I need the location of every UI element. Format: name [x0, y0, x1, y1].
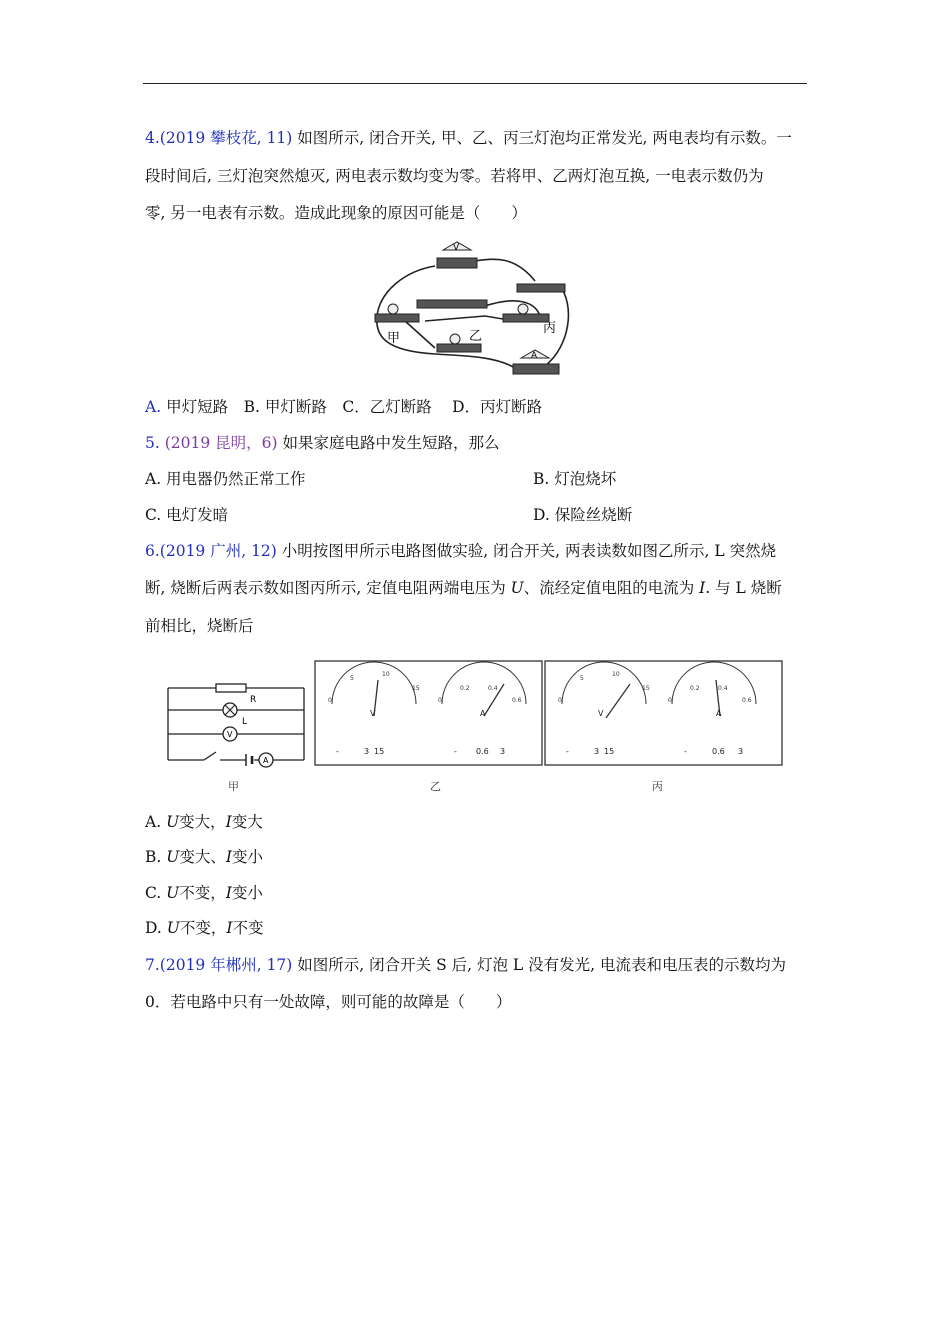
q4-line-2: 段时间后, 三灯泡突然熄灭, 两电表示数均变为零。若将甲、乙两灯泡互换, 一电表示数仍为 — [145, 167, 764, 185]
yi-amp-term-neg: - — [454, 747, 457, 756]
yi-volt-tick-15: 15 — [412, 685, 420, 692]
yi-voltmeter-label: V — [370, 709, 376, 718]
q6-source: (2019 广州, 12) — [159, 542, 277, 560]
q6-var-u: U — [510, 579, 524, 597]
q4-circuit-figure — [365, 236, 585, 384]
q6-meters-after — [544, 660, 784, 766]
bing-amp-term-3: 3 — [738, 747, 744, 756]
q6-option-d-text-2: 不变 — [232, 919, 264, 937]
yi-volt-term-3: 3 — [364, 747, 370, 756]
bing-volt-tick-15: 15 — [642, 685, 650, 692]
q6-option-a — [145, 812, 263, 832]
bing-voltmeter-label: V — [598, 709, 604, 718]
q5-option-b: B. 灯泡烧坏 — [533, 470, 617, 488]
bing-amp-tick-02: 0.2 — [690, 685, 700, 692]
q4-options — [145, 397, 542, 417]
q6-option-a-letter: A. — [145, 813, 167, 831]
q6-option-c-letter: C. — [145, 884, 167, 902]
bing-ammeter-label: A — [716, 709, 722, 718]
bing-amp-tick-04: 0.4 — [718, 685, 728, 692]
bing-volt-term-neg: - — [566, 747, 569, 756]
q6-text-2c: . 与 L 烧断 — [705, 579, 782, 597]
q6-option-c-text-2: 变小 — [231, 884, 263, 902]
yi-amp-term-06: 0.6 — [476, 747, 489, 756]
yi-amp-term-3: 3 — [500, 747, 506, 756]
q6-option-b-u: U — [166, 848, 180, 866]
yi-ammeter-label: A — [480, 709, 486, 718]
q4-voltmeter-label: V — [453, 243, 460, 253]
q5-option-c: C. 电灯发暗 — [145, 506, 229, 524]
bing-amp-term-06: 0.6 — [712, 747, 725, 756]
q5-stem: 如果家庭电路中发生短路，那么 — [282, 434, 500, 452]
q4-option-d: D．丙灯断路 — [452, 398, 543, 416]
q4-option-b: B. 甲灯断路 — [243, 398, 327, 416]
q6-option-b — [145, 847, 263, 867]
q6-text-2a: 断, 烧断后两表示数如图丙所示, 定值电阻两端电压为 — [145, 579, 511, 597]
q6-option-d-i: I — [226, 919, 233, 937]
q6-caption-yi: 乙 — [430, 780, 441, 793]
q4-ammeter-label: A — [531, 351, 538, 361]
q4-lamp-yi-label: 乙 — [469, 329, 483, 344]
bing-volt-term-3: 3 — [594, 747, 600, 756]
q5-option-d: D. 保险丝烧断 — [533, 506, 633, 524]
bing-volt-tick-10: 10 — [612, 671, 620, 678]
q4-option-c: C．乙灯断路 — [342, 398, 432, 416]
q4-lamp-bing-label: 丙 — [543, 321, 557, 336]
q6-caption-jia: 甲 — [228, 780, 239, 793]
q6-text-2b: 、流经定值电阻的电流为 — [523, 579, 700, 597]
bing-amp-tick-0: 0 — [668, 697, 672, 704]
q4-number: 4. — [145, 129, 160, 147]
yi-volt-tick-5: 5 — [350, 675, 354, 682]
q4-line-3: 零, 另一电表有示数。造成此现象的原因可能是（ ） — [145, 204, 527, 222]
q6-option-c — [145, 883, 263, 903]
q6-resistor-label: R — [250, 695, 257, 705]
q5-stem-line — [145, 433, 500, 453]
bing-volt-tick-5: 5 — [580, 675, 584, 682]
bing-amp-tick-06: 0.6 — [742, 697, 752, 704]
q6-option-a-i: I — [225, 813, 232, 831]
q6-caption-bing: 丙 — [652, 780, 663, 793]
q6-line-2 — [145, 578, 782, 598]
q6-option-d-text-1: 不变， — [179, 919, 227, 937]
q6-meters-before — [314, 660, 544, 766]
q5-option-a: A. 用电器仍然正常工作 — [145, 470, 306, 488]
q6-option-a-text-2: 变大 — [231, 813, 263, 831]
bing-amp-term-neg: - — [684, 747, 687, 756]
q6-text-1: 小明按图甲所示电路图做实验, 闭合开关, 两表读数如图乙所示, L 突然烧 — [281, 542, 777, 560]
q7-line-1 — [145, 955, 786, 975]
q6-voltmeter-symbol: V — [227, 730, 233, 739]
q6-line-1 — [145, 541, 776, 561]
q6-option-b-text-2: 变小 — [231, 848, 263, 866]
q6-number: 6. — [145, 542, 160, 560]
yi-volt-term-15: 15 — [374, 747, 385, 756]
yi-volt-tick-10: 10 — [382, 671, 390, 678]
q6-option-b-letter: B. — [145, 848, 167, 866]
bing-volt-tick-0: 0 — [558, 697, 562, 704]
q4-source: (2019 攀枝花, 11) — [159, 129, 293, 147]
yi-volt-tick-0: 0 — [328, 697, 332, 704]
yi-volt-term-neg: - — [336, 747, 339, 756]
q4-line-1 — [145, 128, 792, 148]
q5-number: 5. — [145, 434, 160, 452]
q4-lamp-jia-label: 甲 — [387, 331, 401, 346]
q7-number: 7. — [145, 956, 160, 974]
q6-ammeter-symbol: A — [263, 756, 269, 765]
q6-option-c-i: I — [225, 884, 232, 902]
q7-line-2: 0．若电路中只有一处故障，则可能的故障是（ ） — [145, 993, 512, 1011]
q6-var-i: I — [699, 579, 706, 597]
q5-source: (2019 昆明，6) — [164, 434, 278, 452]
bing-volt-term-15: 15 — [604, 747, 615, 756]
q6-option-d-u: U — [166, 919, 180, 937]
q4-option-a-letter: A. — [145, 398, 162, 416]
header-rule — [143, 83, 807, 84]
q6-option-c-u: U — [166, 884, 180, 902]
q4-text-1: 如图所示, 闭合开关, 甲、乙、丙三灯泡均正常发光, 两电表均有示数。一 — [297, 129, 792, 147]
yi-amp-tick-0: 0 — [438, 697, 442, 704]
q6-lamp-label: L — [242, 717, 248, 727]
q6-option-b-i: I — [225, 848, 232, 866]
q6-option-a-u: U — [166, 813, 180, 831]
q6-option-a-text-1: 变大， — [179, 813, 226, 831]
q6-option-c-text-1: 不变， — [179, 884, 226, 902]
q7-text-1: 如图所示, 闭合开关 S 后, 灯泡 L 没有发光, 电流表和电压表的示数均为 — [297, 956, 786, 974]
q4-option-a-text: 甲灯短路 — [166, 398, 229, 416]
q6-option-b-text-1: 变大、 — [179, 848, 226, 866]
q6-option-d — [145, 918, 263, 938]
q6-line-3: 前相比，烧断后 — [145, 617, 254, 635]
q7-source: (2019 年郴州, 17) — [159, 956, 293, 974]
q6-option-d-letter: D. — [145, 919, 167, 937]
yi-amp-tick-04: 0.4 — [488, 685, 498, 692]
yi-amp-tick-06: 0.6 — [512, 697, 522, 704]
yi-amp-tick-02: 0.2 — [460, 685, 470, 692]
q6-circuit-diagram — [164, 682, 308, 770]
